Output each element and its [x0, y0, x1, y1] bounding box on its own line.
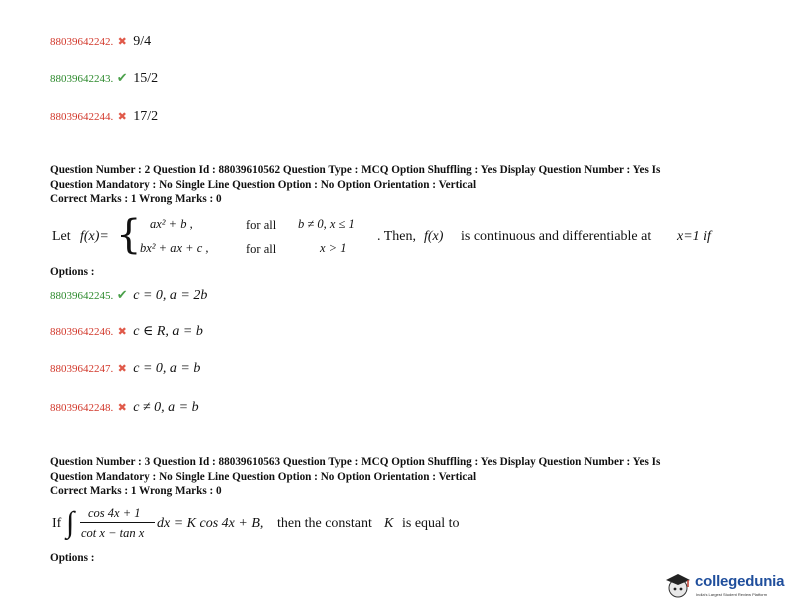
stem-point: x=1 if	[677, 229, 711, 244]
case1-forall: for all	[246, 218, 277, 232]
stem-function: f(x)=	[80, 229, 109, 244]
stem-then: . Then,	[377, 229, 417, 244]
fraction-bar	[80, 522, 155, 523]
piecewise-brace: {	[116, 212, 142, 258]
option-value: c = 0, a = b	[133, 361, 201, 376]
option-row	[50, 322, 203, 340]
options-label: Options :	[50, 552, 95, 564]
correct-check-icon: ✔	[116, 70, 128, 85]
options-label: Options :	[50, 266, 95, 278]
question-meta	[50, 455, 660, 499]
stem-function-ref: f(x)	[424, 229, 444, 244]
option-id: 88039642246.	[50, 326, 114, 338]
fraction-numerator: cos 4x + 1	[88, 506, 141, 520]
meta-line: Question Number : 2 Question Id : 88039610562 Question Type : MCQ Option Shuffling : Yes Display Question Number : Yes Is	[50, 164, 661, 176]
option-value: 15/2	[133, 71, 159, 86]
wrong-cross-icon: ✖	[117, 326, 127, 338]
case1-expr: ax² + b ,	[150, 217, 193, 231]
option-row	[50, 286, 207, 304]
option-id: 88039642243.	[50, 73, 114, 85]
option-id: 88039642244.	[50, 111, 114, 123]
wrong-cross-icon: ✖	[117, 363, 127, 375]
question-meta	[50, 163, 660, 207]
wrong-cross-icon: ✖	[117, 402, 127, 414]
wrong-cross-icon: ✖	[117, 36, 127, 48]
option-id: 88039642245.	[50, 290, 114, 302]
option-id: 88039642248.	[50, 402, 114, 414]
stem-equation: dx = K cos 4x + B,	[157, 516, 264, 531]
stem-text: is continuous and differentiable at	[461, 229, 652, 244]
integral-sign: ∫	[66, 506, 75, 539]
meta-line: Correct Marks : 1 Wrong Marks : 0	[50, 485, 222, 497]
option-value: c ∈ R, a = b	[133, 324, 203, 339]
case1-condition: b ≠ 0, x ≤ 1	[298, 217, 355, 231]
option-row	[50, 32, 151, 50]
stem-if: If	[52, 516, 62, 531]
case2-expr: bx² + ax + c ,	[140, 241, 209, 255]
option-value: 17/2	[133, 109, 159, 124]
wrong-cross-icon: ✖	[117, 111, 127, 123]
meta-line: Correct Marks : 1 Wrong Marks : 0	[50, 193, 222, 205]
graduation-cap-icon	[664, 572, 692, 600]
brand-tagline: India's Largest Student Review Platform	[696, 592, 768, 597]
case2-condition: x > 1	[320, 241, 347, 255]
stem-let: Let	[52, 229, 71, 244]
option-value: c ≠ 0, a = b	[133, 400, 199, 415]
option-id: 88039642242.	[50, 36, 114, 48]
stem-text-end: is equal to	[402, 516, 460, 531]
option-row	[50, 398, 199, 416]
stem-constant: K	[384, 516, 394, 531]
meta-line: Question Mandatory : No Single Line Question Option : No Option Orientation : Vertical	[50, 470, 477, 483]
option-row	[50, 107, 158, 125]
option-value: c = 0, a = 2b	[133, 288, 208, 303]
stem-text: then the constant	[277, 516, 372, 531]
meta-line: Question Number : 3 Question Id : 88039610563 Question Type : MCQ Option Shuffling : Yes Display Question Number : Yes Is	[50, 456, 661, 468]
correct-check-icon: ✔	[116, 287, 128, 302]
collegedunia-logo	[664, 570, 786, 604]
option-row	[50, 69, 158, 87]
option-row	[50, 359, 200, 377]
case2-forall: for all	[246, 242, 277, 256]
brand-name: collegedunia	[695, 573, 785, 590]
meta-line: Question Mandatory : No Single Line Question Option : No Option Orientation : Vertical	[50, 178, 477, 191]
option-id: 88039642247.	[50, 363, 114, 375]
fraction-denominator: cot x − tan x	[81, 526, 145, 540]
option-value: 9/4	[133, 34, 152, 49]
